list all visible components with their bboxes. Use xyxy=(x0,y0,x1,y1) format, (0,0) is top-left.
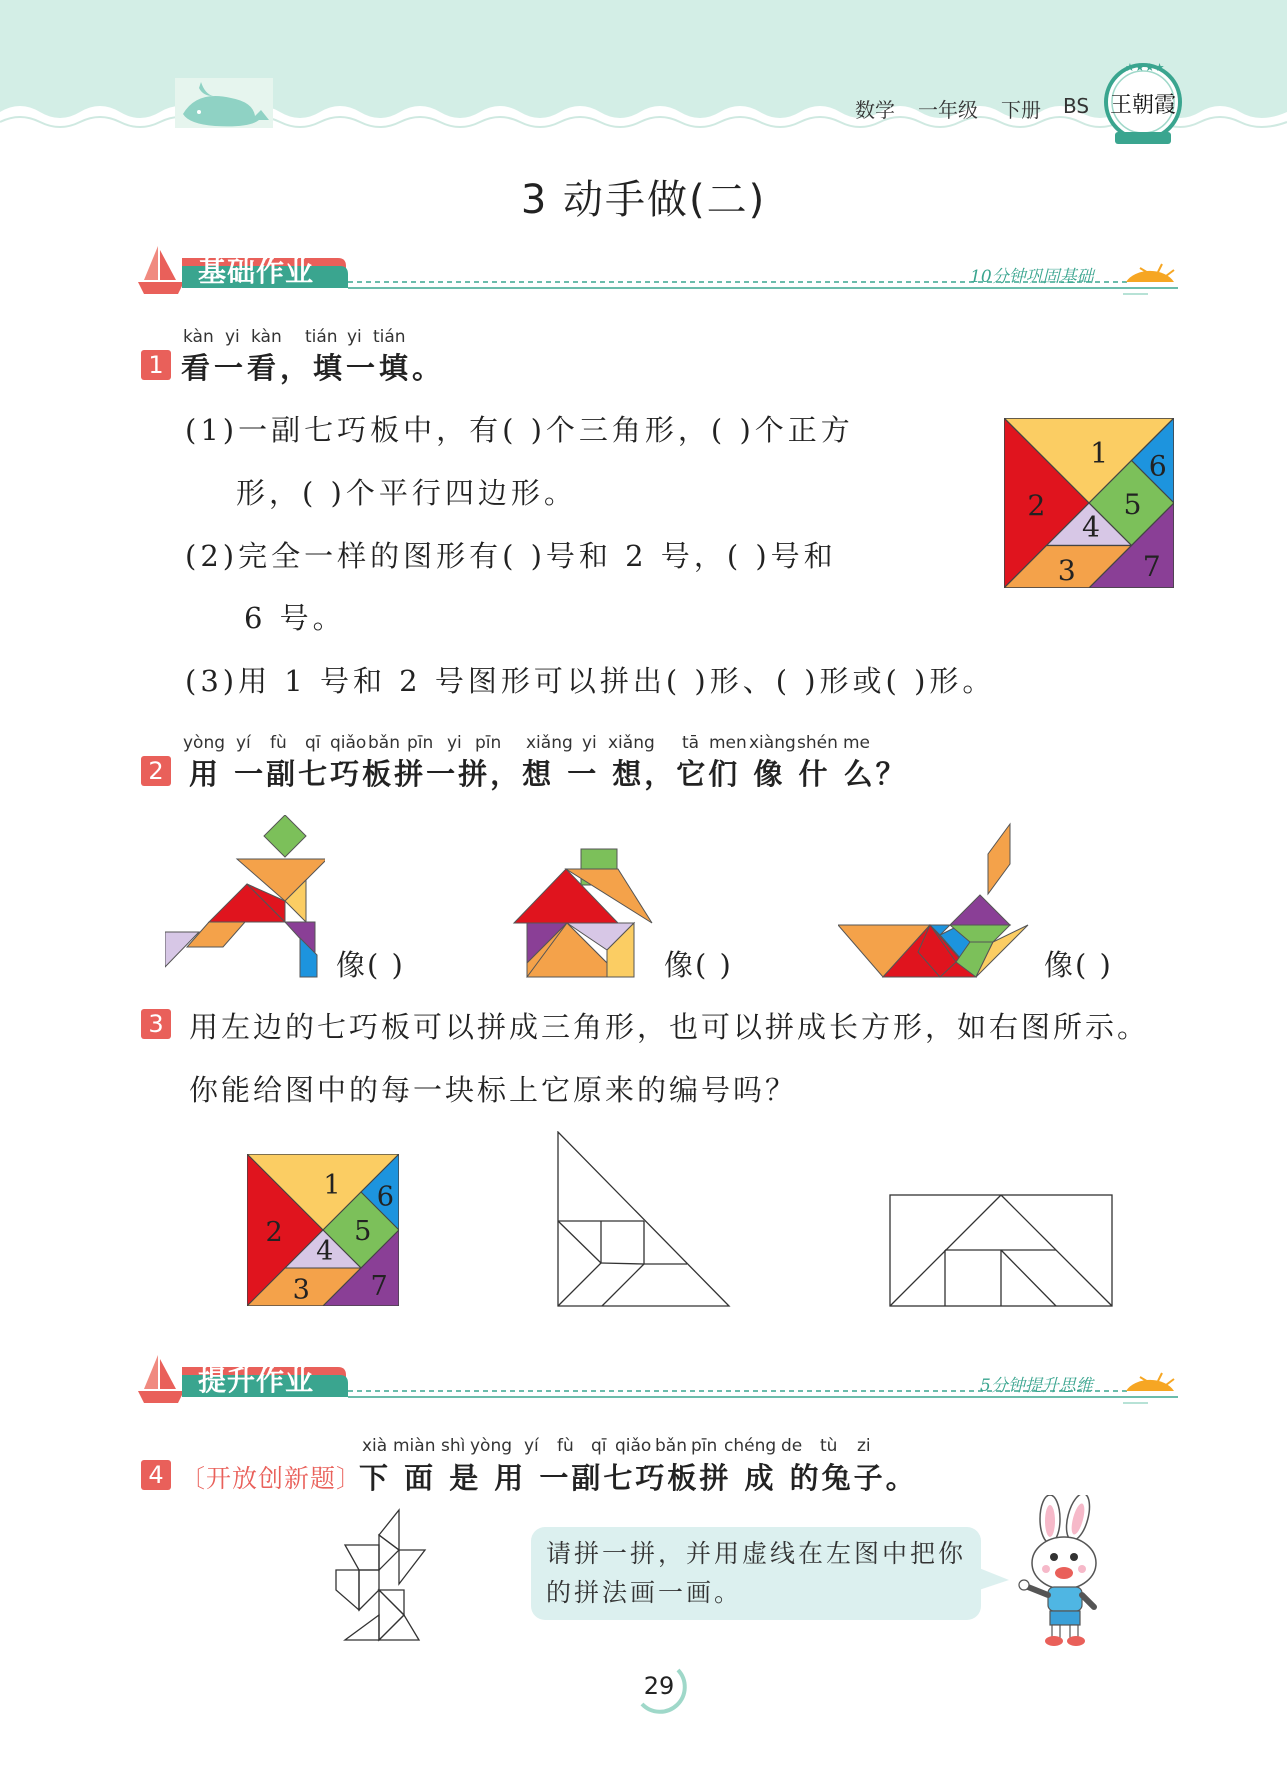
section-basic-label: 基础作业 xyxy=(198,255,315,288)
piece-label: 6 xyxy=(1148,449,1167,483)
question-number-badge: 1 xyxy=(141,350,171,380)
piece-label: 4 xyxy=(1082,510,1101,544)
q1-line2: 形，( )个平行四边形。 xyxy=(236,476,577,510)
pinyin: zi xyxy=(857,1436,871,1456)
q4-title: 下 面 是 用 一副七巧板拼 成 的兔子。 xyxy=(359,1461,918,1495)
piece-label: 1 xyxy=(323,1169,341,1201)
piece-label: 2 xyxy=(265,1216,283,1248)
q2-answer-2: 像( ) xyxy=(664,948,733,982)
pinyin: yi xyxy=(347,327,362,347)
brand-logo-text: 王朝霞 xyxy=(1109,93,1176,118)
pinyin: qiǎo xyxy=(615,1436,652,1456)
q3-triangle-outline xyxy=(557,1131,731,1308)
pinyin: yi xyxy=(582,733,597,753)
pinyin: qiǎo xyxy=(330,733,367,753)
pinyin: fù xyxy=(270,733,287,753)
pinyin: yí xyxy=(236,733,251,753)
header-volume: 下册 xyxy=(1001,98,1041,122)
pinyin: kàn xyxy=(251,327,282,347)
pinyin: yí xyxy=(524,1436,539,1456)
pinyin: me xyxy=(843,733,871,753)
pinyin: xiàng xyxy=(749,733,796,753)
piece-label: 5 xyxy=(1123,488,1142,522)
pinyin: xià xyxy=(362,1436,388,1456)
pinyin: kàn xyxy=(183,327,214,347)
brand-logo xyxy=(1103,60,1183,146)
q3-line1: 用左边的七巧板可以拼成三角形，也可以拼成长方形，如右图所示。 xyxy=(189,1010,1150,1044)
q1-tangram-square xyxy=(1004,418,1174,588)
q2-answer-3: 像( ) xyxy=(1044,948,1113,982)
q4-open-tag: 〔开放创新题〕 xyxy=(180,1464,363,1493)
pinyin: yi xyxy=(447,733,462,753)
pinyin: yi xyxy=(225,327,240,347)
section-advanced-time: 5分钟提升思维 xyxy=(980,1376,1093,1396)
whale-icon xyxy=(175,74,275,130)
pinyin: xiǎng xyxy=(608,733,655,753)
q2-tangram-house xyxy=(512,847,654,980)
q4-rabbit-outline xyxy=(333,1508,435,1648)
question-number-badge: 4 xyxy=(141,1460,171,1490)
q2-answer-1: 像( ) xyxy=(336,948,405,982)
pinyin: shén xyxy=(797,733,838,753)
pinyin: tián xyxy=(373,327,406,347)
pinyin: fù xyxy=(557,1436,574,1456)
pinyin: qī xyxy=(591,1436,607,1456)
pinyin: tián xyxy=(305,327,338,347)
q1-line1: (1)一副七巧板中，有( )个三角形，( )个正方 xyxy=(185,413,854,447)
q3-rectangle-outline xyxy=(889,1194,1114,1308)
pinyin: miàn xyxy=(393,1436,436,1456)
bubble-line-2: 的拼法画一画。 xyxy=(546,1578,743,1607)
pinyin: pīn xyxy=(407,733,434,753)
pinyin: shì xyxy=(441,1436,466,1456)
question-number-badge: 2 xyxy=(141,756,171,786)
pinyin: chéng xyxy=(724,1436,777,1456)
piece-label: 3 xyxy=(292,1274,310,1306)
header-edition: BS xyxy=(1063,94,1090,118)
pinyin: qī xyxy=(305,733,321,753)
pinyin: yòng xyxy=(183,733,226,753)
q1-line5: (3)用 1 号和 2 号图形可以拼出( )形、( )形或( )形。 xyxy=(185,664,996,698)
q3-tangram-square xyxy=(247,1154,399,1306)
bubble-line-1: 请拼一拼，并用虚线在左图中把你 xyxy=(546,1539,967,1568)
q1-title: 看一看，填一填。 xyxy=(181,351,446,385)
header-subject: 数学 xyxy=(855,98,895,122)
piece-label: 7 xyxy=(1142,549,1161,583)
pinyin: pīn xyxy=(475,733,502,753)
pinyin: pīn xyxy=(691,1436,718,1456)
pinyin: tā xyxy=(682,733,700,753)
piece-label: 1 xyxy=(1090,436,1109,470)
pinyin: de xyxy=(781,1436,803,1456)
pinyin: yòng xyxy=(470,1436,513,1456)
page-title: 3 动手做(二) xyxy=(520,177,767,223)
pinyin: tù xyxy=(820,1436,838,1456)
pinyin: bǎn xyxy=(655,1436,687,1456)
pinyin: xiǎng xyxy=(526,733,573,753)
section-advanced-label: 提升作业 xyxy=(198,1364,315,1397)
page-number: 29 xyxy=(643,1672,675,1700)
rabbit-mascot-icon xyxy=(1012,1495,1122,1647)
header-grade: 一年级 xyxy=(918,98,978,122)
piece-label: 3 xyxy=(1057,553,1076,587)
q1-line4: 6 号。 xyxy=(244,601,346,635)
pinyin: bǎn xyxy=(368,733,400,753)
piece-label: 4 xyxy=(316,1235,334,1267)
piece-label: 6 xyxy=(376,1181,395,1213)
q2-tangram-boat xyxy=(838,822,1033,980)
bubble-tail xyxy=(979,1568,1009,1592)
q2-title: 用 一副七巧板拼一拼，想 一 想，它们 像 什 么？ xyxy=(189,757,908,791)
q2-tangram-person xyxy=(165,815,325,980)
speech-bubble xyxy=(531,1527,981,1620)
pinyin: men xyxy=(709,733,747,753)
piece-label: 7 xyxy=(370,1271,388,1303)
question-number-badge: 3 xyxy=(141,1009,171,1039)
section-basic-time: 10分钟巩固基础 xyxy=(970,267,1094,287)
svg-text:★★★★: ★★★★ xyxy=(1125,61,1165,74)
q3-line2: 你能给图中的每一块标上它原来的编号吗？ xyxy=(189,1073,798,1107)
piece-label: 2 xyxy=(1027,489,1046,523)
piece-label: 5 xyxy=(354,1215,372,1247)
q1-line3: (2)完全一样的图形有( )号和 2 号，( )号和 xyxy=(185,539,837,573)
